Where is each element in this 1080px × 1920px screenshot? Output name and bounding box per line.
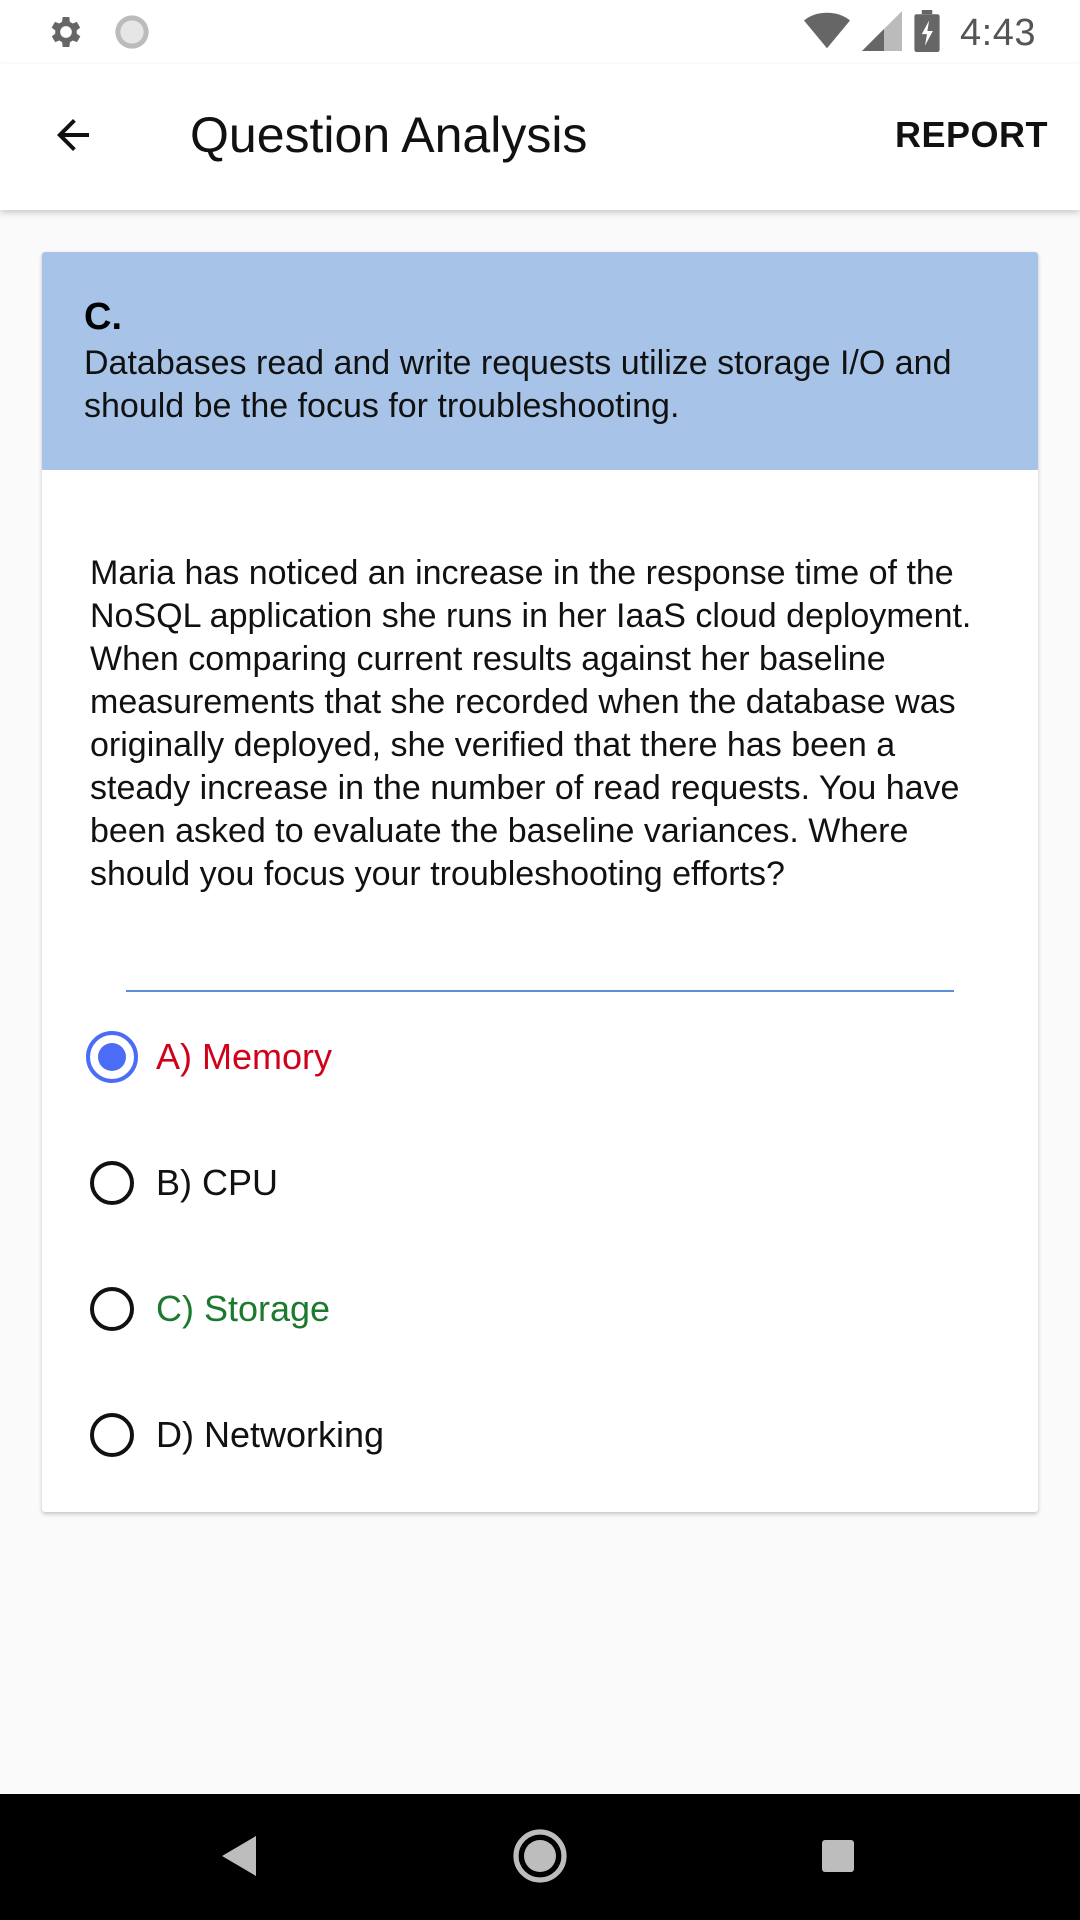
radio-button[interactable] [90, 1287, 134, 1331]
radio-button[interactable] [90, 1161, 134, 1205]
report-button[interactable]: REPORT [894, 114, 1048, 155]
back-triangle-icon [220, 1834, 260, 1883]
question-card [42, 252, 1038, 1512]
question-text: Maria has noticed an increase in the response time of the NoSQL application she runs in her IaaS cloud deployment. When comparing current results against her baseline measurements that she recorded when the database was originally deployed, she verified that there has been a steady increase in the number of read requests. You have been asked to evaluate the baseline variances. Where should you focus your troubleshooting efforts? [90, 554, 972, 893]
option-label: B) CPU [156, 1162, 279, 1203]
nav-back-button[interactable] [202, 1820, 278, 1896]
nav-recents-button[interactable] [800, 1820, 876, 1896]
radio-button[interactable] [90, 1413, 134, 1457]
option-d[interactable] [90, 1395, 970, 1475]
wifi-icon [804, 11, 850, 56]
home-circle-icon [512, 1828, 568, 1889]
option-a[interactable] [90, 1017, 970, 1097]
app-bar [0, 64, 1080, 210]
back-arrow-icon [49, 111, 97, 164]
gear-icon [46, 12, 86, 57]
correct-answer-letter: C. [84, 296, 122, 338]
answer-explanation-text: Databases read and write requests utilize storage I/O and should be the focus for troubleshooting. [84, 344, 952, 425]
option-label: C) Storage [156, 1288, 331, 1329]
status-time: 4:43 [960, 12, 1036, 54]
recents-square-icon [820, 1838, 856, 1879]
option-label: A) Memory [156, 1036, 333, 1077]
option-label: D) Networking [156, 1414, 385, 1455]
status-bar [0, 0, 1080, 64]
option-b[interactable] [90, 1143, 970, 1223]
radio-button-selected[interactable] [86, 1031, 138, 1083]
sync-icon [112, 12, 152, 57]
nav-home-button[interactable] [502, 1820, 578, 1896]
signal-icon [862, 11, 902, 56]
page-title: Question Analysis [190, 107, 588, 163]
option-c[interactable] [90, 1269, 970, 1349]
battery-charging-icon [914, 10, 940, 57]
divider [126, 990, 954, 992]
answer-explanation-box [42, 252, 1038, 470]
back-button[interactable] [36, 106, 110, 168]
navigation-bar [0, 1794, 1080, 1920]
